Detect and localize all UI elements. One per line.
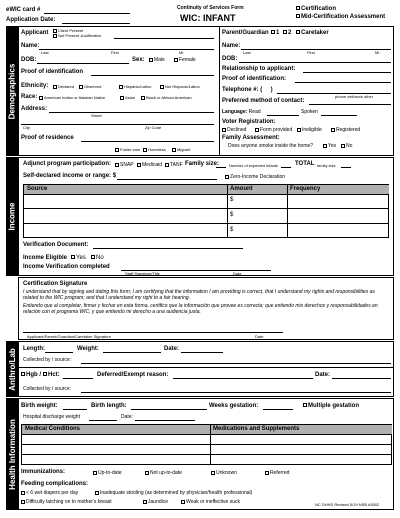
- birth-weight-label: Birth weight:: [21, 403, 58, 409]
- row-divider: [24, 223, 389, 224]
- discharge-weight-label: Hospital discharge weight: [23, 414, 80, 420]
- checkbox[interactable]: [143, 148, 147, 152]
- applicant-signature-field[interactable]: [23, 332, 283, 333]
- checkbox[interactable]: [43, 372, 47, 376]
- applicant-label: Applicant: [21, 30, 49, 36]
- medicaid-option[interactable]: Medicaid: [137, 162, 162, 168]
- checkbox[interactable]: [160, 85, 164, 89]
- col-source: Source: [27, 186, 48, 192]
- weight-label: Weight:: [77, 346, 99, 352]
- lab-date-label: Date:: [315, 372, 331, 378]
- collected-label-2: Collected by / source:: [23, 386, 72, 392]
- hgb-hct-field[interactable]: [63, 378, 93, 379]
- race-native-option[interactable]: American Indian or Alaskan Native: [39, 95, 105, 100]
- verification-document-label: Verification Document:: [23, 242, 89, 248]
- language-row: Language: Read: [222, 109, 261, 115]
- last-caption: Last: [41, 50, 49, 55]
- total-family-size-field[interactable]: [341, 167, 351, 168]
- income-section-label: Income: [6, 157, 18, 276]
- language-read-field[interactable]: [267, 115, 299, 116]
- weeks-gestation-field[interactable]: [263, 409, 293, 410]
- demographics-section-label: Demographics: [6, 26, 18, 156]
- proof-residence-label: Proof of residence: [21, 135, 74, 141]
- feeding-complications-label: Feeding complications:: [21, 481, 89, 487]
- checkbox[interactable]: [255, 128, 259, 132]
- parent-last-caption: Last: [243, 50, 251, 55]
- dob-label: DOB:: [21, 57, 37, 63]
- checkbox[interactable]: [296, 30, 300, 34]
- checkbox[interactable]: [323, 144, 327, 148]
- checkbox[interactable]: [296, 6, 300, 10]
- ewic-label: eWIC card #: [6, 7, 41, 13]
- income-section: [18, 157, 394, 276]
- application-date-label: Application Date:: [6, 17, 56, 23]
- not-up-to-date-option[interactable]: Not up-to-date: [145, 470, 182, 476]
- medical-conditions-header: Medical Conditions: [25, 426, 81, 432]
- anthro-date-field[interactable]: [181, 352, 223, 353]
- certification-title: Certification Signature: [23, 281, 88, 287]
- client-present-option[interactable]: Client Present: [53, 28, 83, 33]
- checkbox[interactable]: [174, 58, 178, 62]
- family-size-field[interactable]: [216, 167, 226, 168]
- checkbox[interactable]: [39, 96, 43, 100]
- preferred-contact-label: Preferred method of contact:: [222, 98, 305, 104]
- length-field[interactable]: [45, 352, 73, 353]
- total-family-size-caption: family size: [317, 163, 336, 168]
- language-spoken-field[interactable]: [321, 115, 357, 116]
- checkbox[interactable]: [222, 128, 226, 132]
- family-size-label: Family size:: [185, 161, 220, 167]
- voter-declined-option[interactable]: Declined: [222, 127, 246, 133]
- proof-identification-field[interactable]: [295, 82, 391, 83]
- diapers-option[interactable]: < 6 wet diapers per day: [21, 490, 78, 496]
- health-section-label: Health Information: [6, 398, 18, 510]
- checkbox[interactable]: [93, 471, 97, 475]
- checkbox[interactable]: [172, 148, 176, 152]
- multiple-gestation-option[interactable]: Multiple gestation: [303, 403, 359, 409]
- checkbox[interactable]: [53, 34, 57, 38]
- checkbox[interactable]: [303, 403, 307, 407]
- smoke-question: Does anyone smoke inside the home?: [228, 143, 314, 149]
- income-table-header: [24, 185, 389, 194]
- foster-option[interactable]: Foster care: [115, 147, 140, 152]
- birth-weight-field[interactable]: [63, 409, 87, 410]
- service-form-title: Continuity of Services Form: [177, 5, 244, 11]
- hct-option[interactable]: Hct:: [43, 372, 60, 378]
- justification-field[interactable]: [114, 38, 214, 39]
- checkbox[interactable]: [95, 491, 99, 495]
- race-asian-option[interactable]: Asian: [120, 95, 135, 100]
- checkbox[interactable]: [149, 58, 153, 62]
- total-label: TOTAL: [295, 161, 315, 167]
- certification-section: [18, 277, 394, 340]
- checkbox[interactable]: [120, 96, 124, 100]
- name-field[interactable]: [39, 49, 214, 50]
- migrant-option[interactable]: Migrant: [172, 147, 190, 152]
- application-date-field[interactable]: [62, 23, 130, 24]
- proof-id-field[interactable]: [91, 75, 214, 76]
- discharge-date-label: Date:: [121, 414, 133, 420]
- voter-registration-label: Voter Registration:: [222, 119, 276, 125]
- weak-suck-option[interactable]: Weak or ineffective suck: [181, 499, 240, 505]
- certification-option[interactable]: Certification: [296, 6, 336, 12]
- dob-field[interactable]: [37, 63, 129, 64]
- hgb-option[interactable]: Hgb /: [21, 372, 41, 378]
- anthro-section-label: Anthro/Lab: [6, 341, 18, 397]
- checkbox[interactable]: [115, 163, 119, 167]
- anthro-date-label: Date:: [164, 346, 180, 352]
- checkbox[interactable]: [145, 471, 149, 475]
- spoken-caption: Spoken: [301, 109, 318, 115]
- anthro-section: [18, 341, 394, 397]
- checkbox[interactable]: [141, 96, 145, 100]
- race-black-option[interactable]: Black or African American: [141, 95, 192, 100]
- parent-dob-field[interactable]: [239, 62, 391, 63]
- parent-name-label: Name:: [222, 43, 241, 49]
- checkbox[interactable]: [271, 30, 275, 34]
- parent-first-caption: First: [307, 50, 315, 55]
- weeks-gestation-label: Weeks gestation:: [209, 403, 259, 409]
- expected-infants-caption: Number of expected infants: [229, 163, 278, 168]
- checkbox[interactable]: [211, 471, 215, 475]
- checkbox[interactable]: [79, 85, 83, 89]
- male-option[interactable]: Male: [149, 57, 165, 63]
- checkbox[interactable]: [181, 500, 185, 504]
- checkbox[interactable]: [91, 255, 95, 259]
- form-footer: NC DHHS Revised 5/19 NSB #3002: [315, 502, 380, 507]
- checkbox[interactable]: [119, 85, 123, 89]
- staff-date-caption: Date: [233, 271, 242, 276]
- immunizations-label: Immunizations:: [21, 469, 66, 475]
- demographics-section: [18, 26, 394, 156]
- phone-types-caption: phone cell/work other: [335, 94, 374, 99]
- lab-date-field[interactable]: [332, 378, 391, 379]
- parent-name-field[interactable]: [241, 49, 391, 50]
- checkbox[interactable]: [265, 471, 269, 475]
- health-section: [18, 398, 394, 510]
- row-divider: [24, 194, 389, 195]
- name-label: Name:: [21, 43, 40, 49]
- voter-provided-option[interactable]: Form provided: [255, 127, 292, 133]
- first-caption: First: [111, 50, 119, 55]
- conditions-table: [21, 424, 392, 465]
- adjunct-label: Adjunct program participation:: [23, 161, 112, 167]
- address-label: Address:: [21, 106, 48, 112]
- applicant-date-caption: Date: [255, 334, 264, 339]
- divider: [227, 185, 228, 238]
- verification-document-field[interactable]: [93, 248, 243, 249]
- checkbox[interactable]: [143, 500, 147, 504]
- mi-caption: MI: [179, 50, 184, 55]
- row-divider: [22, 444, 392, 445]
- discharge-weight-field[interactable]: [89, 420, 117, 421]
- telephone-label: Telephone #: ( ): [222, 87, 273, 93]
- parent-mi-caption: MI: [375, 50, 380, 55]
- latching-option[interactable]: Difficulty latching on to mother's breast: [21, 499, 112, 505]
- collected-label: Collected by / source:: [23, 357, 72, 363]
- amount-dollar-3: $: [230, 227, 234, 233]
- street-caption: Street: [91, 113, 102, 118]
- observed-option[interactable]: Observed: [79, 84, 101, 89]
- mid-cert-option[interactable]: Mid-Certification Assessment: [296, 14, 385, 20]
- divider: [19, 367, 393, 368]
- income-table: [23, 184, 389, 238]
- snap-option[interactable]: SNAP: [115, 162, 134, 168]
- stooling-option[interactable]: Inadequate stooling (as determined by physician/health professional): [95, 490, 252, 496]
- checkbox[interactable]: [21, 500, 25, 504]
- checkbox[interactable]: [296, 14, 300, 18]
- proof-residence-field[interactable]: [81, 141, 214, 142]
- smoke-no-option[interactable]: No: [341, 143, 352, 149]
- eligible-no-option[interactable]: No: [91, 255, 104, 261]
- family-assessment-label: Family Assessment:: [222, 135, 280, 141]
- proof-id-label: Proof of identification: [21, 69, 83, 75]
- checkbox[interactable]: [165, 163, 169, 167]
- ethnicity-label: Ethnicity:: [21, 83, 49, 89]
- weight-field[interactable]: [103, 352, 161, 353]
- checkbox[interactable]: [297, 128, 301, 132]
- checkbox[interactable]: [137, 163, 141, 167]
- self-declared-field[interactable]: [117, 179, 217, 180]
- col-frequency: Frequency: [290, 186, 321, 192]
- parent-dob-label: DOB:: [222, 56, 238, 62]
- length-label: Length:: [23, 346, 45, 352]
- col-amount: Amount: [230, 186, 253, 192]
- parent-guardian-label: Parent/Guardian: [222, 30, 269, 36]
- guardian-2-option[interactable]: 2: [283, 30, 291, 36]
- sex-label: Sex:: [132, 57, 145, 63]
- declared-option[interactable]: Declared: [53, 84, 74, 89]
- divider: [219, 27, 220, 156]
- relationship-field[interactable]: [303, 72, 391, 73]
- self-declared-label: Self-declared income or range: $: [23, 173, 117, 179]
- hispanic-option[interactable]: Hispanic/Latino: [119, 84, 151, 89]
- checkbox[interactable]: [341, 144, 345, 148]
- staff-title-caption: Staff Signature/Title: [125, 271, 160, 276]
- caretaker-option[interactable]: Caretaker: [296, 30, 329, 36]
- city-field[interactable]: [21, 124, 214, 125]
- collected-field-2[interactable]: [81, 392, 391, 393]
- up-to-date-option[interactable]: Up-to-date: [93, 470, 122, 476]
- jaundice-option[interactable]: Jaundice: [143, 499, 168, 505]
- referred-option[interactable]: Referred: [265, 470, 289, 476]
- amount-dollar-2: $: [230, 212, 234, 218]
- voter-registered-option[interactable]: Registered: [331, 127, 360, 133]
- row-divider: [22, 434, 392, 435]
- applicant-signature-caption: Applicant/Parent/Guardian/Caretaker Signature: [27, 334, 111, 339]
- divider: [287, 185, 288, 238]
- guardian-1-option[interactable]: 1: [271, 30, 279, 36]
- preferred-contact-field[interactable]: [309, 104, 391, 105]
- amount-dollar-1: $: [230, 197, 234, 203]
- row-divider: [24, 208, 389, 209]
- city-caption: City: [23, 125, 30, 130]
- telephone-field[interactable]: [277, 93, 391, 94]
- deferred-reason-field[interactable]: [173, 378, 313, 379]
- checkbox[interactable]: [21, 491, 25, 495]
- checkbox[interactable]: [283, 30, 287, 34]
- eligible-yes-option[interactable]: Yes: [71, 255, 86, 261]
- zip-caption: Zip Code: [145, 125, 162, 130]
- checkbox[interactable]: [71, 255, 75, 259]
- medications-header: Medications and Supplements: [213, 426, 300, 432]
- birth-length-label: Birth length:: [91, 403, 127, 409]
- ewic-field[interactable]: [44, 13, 130, 14]
- divider: [210, 425, 211, 465]
- birth-length-field[interactable]: [131, 409, 207, 410]
- discharge-date-field[interactable]: [135, 420, 195, 421]
- voter-ineligible-option[interactable]: Ineligible: [297, 127, 322, 133]
- homeless-option[interactable]: Homeless: [143, 147, 166, 152]
- unknown-option[interactable]: Unknown: [211, 470, 237, 476]
- expected-infants-field[interactable]: [281, 167, 291, 168]
- certification-spanish: Entiendo que al completar, firmar y fechar en esta forma, certifico que la información que provee es correcta; que entiendo mis derechos y responsabilidades en relación con el programa WIC; y que entiendo mi derecho a una audiencia justa.: [23, 303, 378, 315]
- collected-field[interactable]: [81, 363, 391, 364]
- checkbox[interactable]: [21, 372, 25, 376]
- certification-english: I understand that by signing and dating this form; I am certifying that the information I am providing is correct, that I understand my rights and responsibilities as related to the WIC program; and that I understand my right to a fair hearing.: [23, 289, 375, 301]
- relationship-label: Relationship to applicant:: [222, 66, 296, 72]
- not-hispanic-option[interactable]: Not Hispanic/Latino: [160, 84, 200, 89]
- not-present-option[interactable]: Not Present Justification: [53, 33, 101, 38]
- deferred-reason-label: Deferred/Exempt reason:: [97, 372, 169, 378]
- female-option[interactable]: Female: [174, 57, 196, 63]
- smoke-yes-option[interactable]: Yes: [323, 143, 336, 149]
- row-divider: [22, 454, 392, 455]
- race-label: Race:: [21, 94, 38, 100]
- checkbox[interactable]: [225, 175, 229, 179]
- checkbox[interactable]: [331, 128, 335, 132]
- zero-income-option[interactable]: Zero-Income Declaration: [225, 174, 285, 180]
- income-eligible-label: Income Eligible: [23, 255, 68, 261]
- verification-completed-label: Income Verification completed: [23, 264, 110, 270]
- checkbox[interactable]: [115, 148, 119, 152]
- page-title: WIC: INFANT: [180, 13, 236, 23]
- tanf-option[interactable]: TANF: [165, 162, 183, 168]
- proof-identification-label: Proof of identification:: [222, 76, 286, 82]
- street-field[interactable]: [49, 112, 214, 113]
- checkbox[interactable]: [53, 85, 57, 89]
